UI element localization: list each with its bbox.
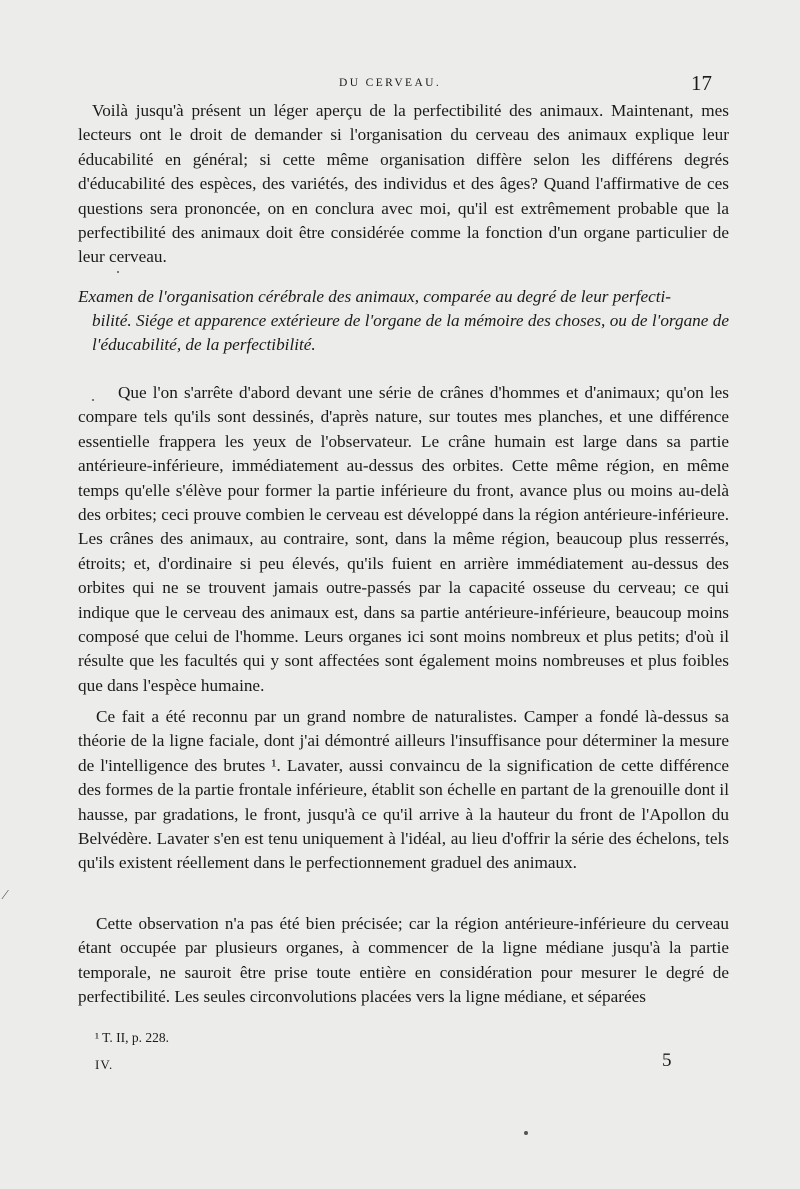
ink-speck-icon — [524, 1131, 528, 1135]
footnote: ¹ T. II, p. 228. — [95, 1030, 170, 1045]
ink-speck-icon — [92, 399, 94, 401]
section-heading-line1: Examen de l'organisation cérébrale des animaux, comparée au degré de leur perfecti- — [78, 287, 671, 306]
page-number: 17 — [691, 71, 712, 95]
paragraph-observation: Cette observation n'a pas été bien précisée; car la région antérieure-inférieure du cerveau étant occupée par plusieurs organes, à commencer de la ligne médiane jusqu'à la partie temporale, ne sauroit être prise toute entière en considération pour mesurer le degré de perfectibilité. Les seules circonvolutions placées vers la ligne médiane, et séparées — [78, 914, 729, 1007]
signature-number: 5 — [662, 1050, 672, 1071]
section-heading — [78, 285, 729, 358]
running-head: DU CERVEAU. — [339, 77, 442, 89]
paragraph-crania: Que l'on s'arrête d'abord devant une série de crânes d'hommes et d'animaux; qu'on les compare tels qu'ils sont dessinés, d'après nature, sur toutes mes planches, et une différence essentielle frappera les yeux de l'observateur. Le crâne humain est large dans sa partie antérieure-inférieure, immédiatement au-dessus des orbites. Cette même région, en même temps qu'elle s'élève pour former la partie inférieure du front, avance plus ou moins au-delà des orbites; ceci prouve combien le cerveau est développé dans la région antérieure-inférieure. Les crânes des animaux, au contraire, sont, dans la même région, beaucoup plus resserrés, étroits; et, d'ordinaire si peu élevés, qu'ils fuient en arrière immédiatement au-dessus des orbites qui ne se trouvent jamais outre-passés par la capacité osseuse du cerveau; ce qui indique que le cerveau des animaux est, dans sa partie antérieure-inférieure, beaucoup moins composé que celui de l'homme. Leurs organes ici sont moins nombreux et plus petits; d'où il résulte que les facultés qui y sont affectées sont également moins nombreuses et plus foibles que dans l'espèce humaine. — [78, 383, 729, 695]
ink-speck-icon — [117, 271, 119, 273]
section-heading-continued: bilité. Siége et apparence extérieure de l'organe de la mémoire des choses, ou de l'organe de l'éducabilité, de la perfectibilité. — [92, 311, 729, 355]
margin-mark-icon: ⁄ — [4, 888, 7, 903]
paragraph-camper: Ce fait a été reconnu par un grand nombre de naturalistes. Camper a fondé là-dessus sa théorie de la ligne faciale, dont j'ai démontré ailleurs l'insuffisance pour déterminer la mesure de l'intelligence des brutes ¹. Lavater, aussi convaincu de la signification de cette différence des formes de la partie frontale inférieure, établit son échelle en partant de la grenouille dont il hausse, par gradations, le front, jusqu'à ce qu'il arrive à la hauteur du front de l'Apollon du Belvédère. Lavater s'en est tenu uniquement à l'idéal, au lieu d'offrir la série des échelons, tels qu'ils existent réellement dans le perfectionnement graduel des animaux. — [78, 707, 729, 873]
paragraph-intro: Voilà jusqu'à présent un léger aperçu de la perfectibilité des animaux. Maintenant, mes lecteurs ont le droit de demander si l'organisation du cerveau des animaux explique leur éducabilité en général; si cette même organisation diffère selon les différens degrés d'éducabilité des espèces, des variétés, des individus et des âges? Quand l'affirmative de ces questions sera prononcée, on en conclura avec moi, qu'il est extrêmement probable que la perfectibilité des animaux doit être considérée comme la fonction d'un organe particulier de leur cerveau. — [78, 101, 729, 267]
signature-mark: IV. — [95, 1057, 114, 1072]
